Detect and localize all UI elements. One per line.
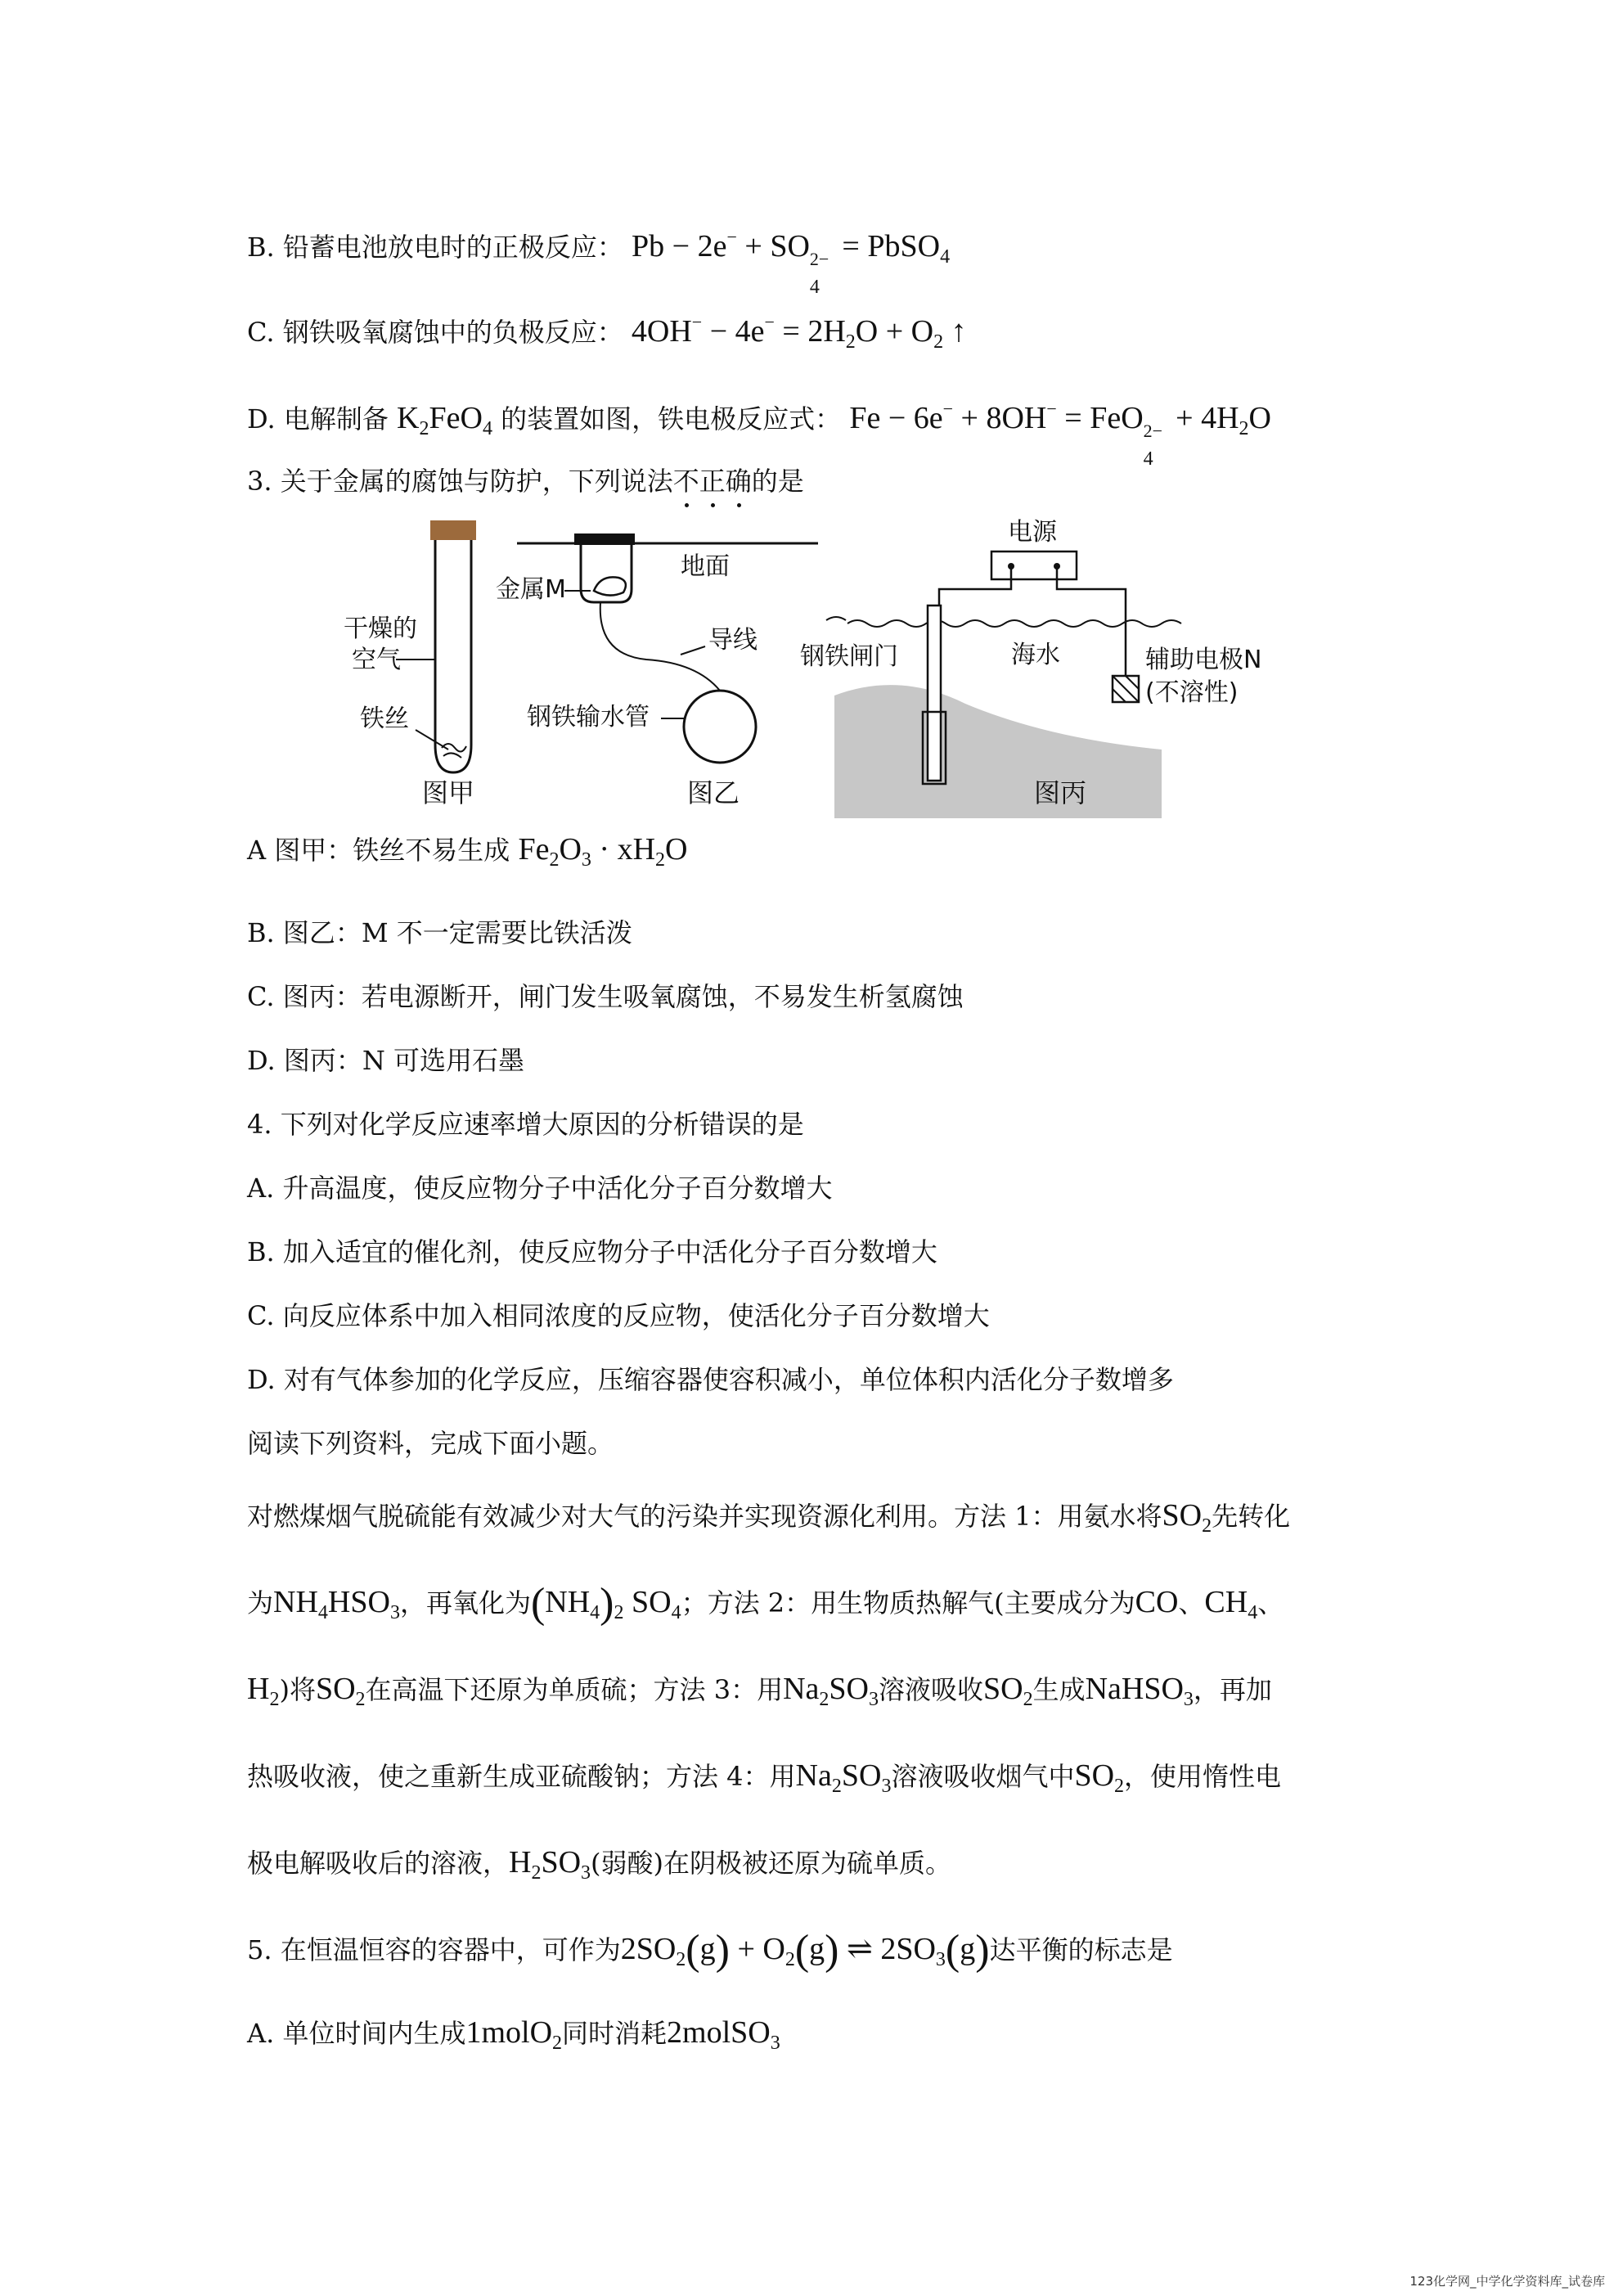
formula: $K_2FeO_4$ bbox=[397, 401, 492, 439]
formula: Fe − 6e− + 8OH− = FeO 2− 4 + $4H_2O$ bbox=[849, 398, 1271, 470]
question-4-stem: 4. 下列对化学反应速率增大原因的分析错误的是 bbox=[247, 1109, 804, 1140]
emphasis-char: 正 bbox=[699, 463, 726, 499]
formula: $2SO_2(g) + O_2(g)$ ⇌ $2SO_3(g)$ bbox=[620, 1927, 990, 1974]
formula: $NH_4HSO_3$ bbox=[273, 1585, 400, 1623]
wire-label-leader bbox=[681, 646, 705, 655]
label-power: 电源 bbox=[1008, 518, 1057, 547]
test-tube bbox=[435, 540, 471, 772]
formula-part: O bbox=[1248, 401, 1271, 435]
formula-part: + 4H bbox=[1167, 401, 1239, 435]
formula-part: = PbSO bbox=[834, 229, 941, 263]
passage-text: ，再氧化为 bbox=[399, 1587, 531, 1618]
passage-text: 在高温下还原为单质硫；方法 3：用 bbox=[365, 1674, 784, 1705]
passage-text: ；方法 2：用生物质热解气(主要成分为 bbox=[681, 1587, 1135, 1618]
formula: $SO_2$ bbox=[315, 1672, 366, 1710]
formula: $Na_2SO_3$ bbox=[783, 1672, 879, 1710]
question-4-option-a: A. 升高温度，使反应物分子中活化分子百分数增大 bbox=[247, 1173, 833, 1204]
question-4-option-d: D. 对有气体参加的化学反应，压缩容器使容积减小，单位体积内活化分子数增多 bbox=[247, 1364, 1174, 1395]
formula: $(NH_4)_2$ $SO_4$ bbox=[530, 1580, 681, 1627]
formula: $SO_2$ bbox=[982, 1672, 1033, 1710]
question-4-option-c: C. 向反应体系中加入相同浓度的反应物，使活化分子百分数增大 bbox=[247, 1300, 990, 1331]
passage-text: (弱酸)在阴极被还原为硫单质。 bbox=[591, 1848, 952, 1879]
iron-wire-coil bbox=[442, 744, 466, 758]
steel-pipe bbox=[684, 691, 756, 763]
formula: CO bbox=[1135, 1585, 1179, 1619]
formula-part: Fe bbox=[518, 832, 550, 867]
label-steel-gate: 钢铁闸门 bbox=[800, 642, 898, 671]
formula: $SO_2$ bbox=[1162, 1498, 1212, 1537]
reading-paragraph-line-1 bbox=[247, 1497, 1290, 1544]
formula: $Fe_2O_3 \cdot xH_2O$ bbox=[518, 832, 688, 871]
emphasis-char: 确 bbox=[726, 463, 752, 499]
connecting-wire bbox=[600, 602, 720, 691]
formula-part: − 4e bbox=[702, 314, 765, 349]
option-text: D. 电解制备 bbox=[247, 403, 389, 434]
page-footer: 123化学网_中学化学资料库_试卷库 bbox=[1409, 2274, 1605, 2289]
passage-text: 先转化 bbox=[1212, 1501, 1291, 1532]
passage-text: 为 bbox=[247, 1587, 274, 1618]
label-insoluble: (不溶性) bbox=[1145, 678, 1239, 707]
formula: 1molO$_2$ bbox=[465, 2015, 563, 2054]
wire-leader-line bbox=[416, 730, 448, 750]
sea-surface bbox=[847, 620, 1181, 627]
reading-paragraph-line-3 bbox=[247, 1671, 1272, 1717]
formula-part: 4OH bbox=[631, 314, 692, 349]
option-text: 同时消耗 bbox=[562, 2018, 668, 2049]
question-3-option-c: C. 图丙：若电源断开，闸门发生吸氧腐蚀，不易发生析氢腐蚀 bbox=[247, 981, 964, 1012]
passage-text: 、 bbox=[1257, 1587, 1284, 1618]
option-text: A. 单位时间内生成 bbox=[247, 2018, 466, 2049]
formula: $CH_4$ bbox=[1204, 1585, 1258, 1623]
formula-part: = 2H bbox=[774, 314, 846, 349]
passage-text: 热吸收液，使之重新生成亚硫酸钠；方法 4：用 bbox=[247, 1761, 796, 1792]
formula-part: O bbox=[559, 832, 582, 867]
figure-jia bbox=[344, 520, 476, 808]
formula-part: O + O bbox=[855, 314, 934, 349]
formula-part: FeO bbox=[429, 401, 483, 435]
question-3-option-d: D. 图丙：N 可选用石墨 bbox=[247, 1045, 525, 1076]
option-c-prev bbox=[247, 304, 967, 360]
formula: NaHSO$_3$ bbox=[1085, 1672, 1194, 1710]
figure-yi bbox=[496, 533, 818, 808]
option-b-prev bbox=[247, 219, 951, 298]
formula-part: Fe − 6e bbox=[849, 401, 943, 435]
stem-text: 5. 在恒温恒容的容器中，可作为 bbox=[247, 1934, 621, 1965]
question-3-stem bbox=[247, 463, 804, 499]
tube-stopper bbox=[430, 520, 476, 540]
reading-paragraph-line-5 bbox=[247, 1844, 951, 1891]
label-wire: 导线 bbox=[708, 626, 758, 655]
passage-text: 极电解吸收后的溶液， bbox=[247, 1848, 510, 1879]
formula: $Na_2SO_3$ bbox=[795, 1758, 892, 1797]
stem-text: 3. 关于金属的腐蚀与防护，下列说法 bbox=[247, 466, 673, 497]
ground-cap bbox=[574, 533, 635, 545]
emphasis-char: 不 bbox=[673, 463, 699, 499]
label-aux-electrode: 辅助电极N bbox=[1145, 646, 1262, 674]
question-3-option-a bbox=[247, 831, 687, 878]
figure-bing bbox=[800, 518, 1261, 818]
passage-text: 溶液吸收 bbox=[878, 1674, 983, 1705]
formula-part: ↑ bbox=[943, 314, 967, 349]
label-air: 空气 bbox=[352, 646, 401, 674]
formula-part: + SO bbox=[736, 229, 810, 263]
caption-jia: 图甲 bbox=[422, 777, 475, 808]
label-metal-m: 金属M bbox=[496, 575, 566, 604]
caption-bing: 图丙 bbox=[1034, 777, 1087, 808]
label-dry-air: 干燥的 bbox=[344, 615, 417, 643]
question-5-stem bbox=[247, 1927, 1173, 1978]
passage-text: ，使用惰性电 bbox=[1124, 1761, 1282, 1792]
formula-part: K bbox=[397, 401, 420, 435]
formula: $H_2SO_3$ bbox=[509, 1845, 591, 1884]
stem-text: 达平衡的标志是 bbox=[989, 1934, 1173, 1965]
caption-yi: 图乙 bbox=[687, 777, 740, 808]
reading-intro: 阅读下列资料，完成下面小题。 bbox=[247, 1428, 614, 1459]
passage-text: 溶液吸收烟气中 bbox=[891, 1761, 1075, 1792]
passage-text: ，再加 bbox=[1193, 1674, 1272, 1705]
sea-surface-start bbox=[826, 617, 846, 620]
formula-part: O bbox=[665, 832, 688, 867]
formula-part: Pb − 2e bbox=[632, 229, 727, 263]
power-box bbox=[991, 551, 1077, 579]
formula: $SO_2$ bbox=[1074, 1758, 1125, 1797]
corrosion-figure bbox=[327, 515, 1407, 818]
reading-paragraph-line-2 bbox=[247, 1580, 1284, 1631]
formula-part: · xH bbox=[591, 832, 656, 867]
formula-part: + 8OH bbox=[953, 401, 1047, 435]
passage-text: 对燃煤烟气脱硫能有效减少对大气的污染并实现资源化利用。方法 1：用氨水将 bbox=[247, 1501, 1162, 1532]
label-iron-wire: 铁丝 bbox=[360, 705, 409, 733]
formula-part: = FeO bbox=[1056, 401, 1144, 435]
formula: $H_2$ bbox=[247, 1672, 280, 1710]
reading-paragraph-line-4 bbox=[247, 1758, 1281, 1804]
metal-m-block bbox=[594, 577, 626, 595]
question-3-option-b: B. 图乙：M 不一定需要比铁活泼 bbox=[247, 917, 632, 948]
passage-text: 、 bbox=[1178, 1587, 1205, 1618]
formula: 2molSO$_3$ bbox=[667, 2015, 780, 2054]
figure-svg bbox=[327, 515, 1407, 818]
stem-text: 的是 bbox=[751, 466, 804, 497]
option-text: C. 钢铁吸氧腐蚀中的负极反应： bbox=[247, 317, 623, 348]
label-seawater: 海水 bbox=[1011, 641, 1060, 669]
formula: $4OH^- - 4e^- = 2H_2O + O_2$ ↑ bbox=[631, 312, 967, 353]
label-ground: 地面 bbox=[681, 552, 730, 581]
seabed bbox=[834, 685, 1162, 818]
question-5-option-a bbox=[247, 2015, 780, 2061]
option-text: A 图甲：铁丝不易生成 bbox=[247, 835, 510, 866]
formula: Pb − 2e− + SO 2− 4 = PbSO$_4$ bbox=[632, 227, 951, 298]
passage-text: )将 bbox=[279, 1674, 316, 1705]
option-d-prev bbox=[247, 391, 1271, 470]
passage-text: 生成 bbox=[1032, 1674, 1086, 1705]
question-4-option-b: B. 加入适宜的催化剂，使反应物分子中活化分子百分数增大 bbox=[247, 1236, 937, 1267]
option-text: 的装置如图，铁电极反应式： bbox=[501, 403, 842, 434]
steel-gate bbox=[928, 606, 941, 781]
option-text: B. 铅蓄电池放电时的正极反应： bbox=[247, 232, 623, 263]
label-steel-pipe: 钢铁输水管 bbox=[527, 703, 650, 732]
